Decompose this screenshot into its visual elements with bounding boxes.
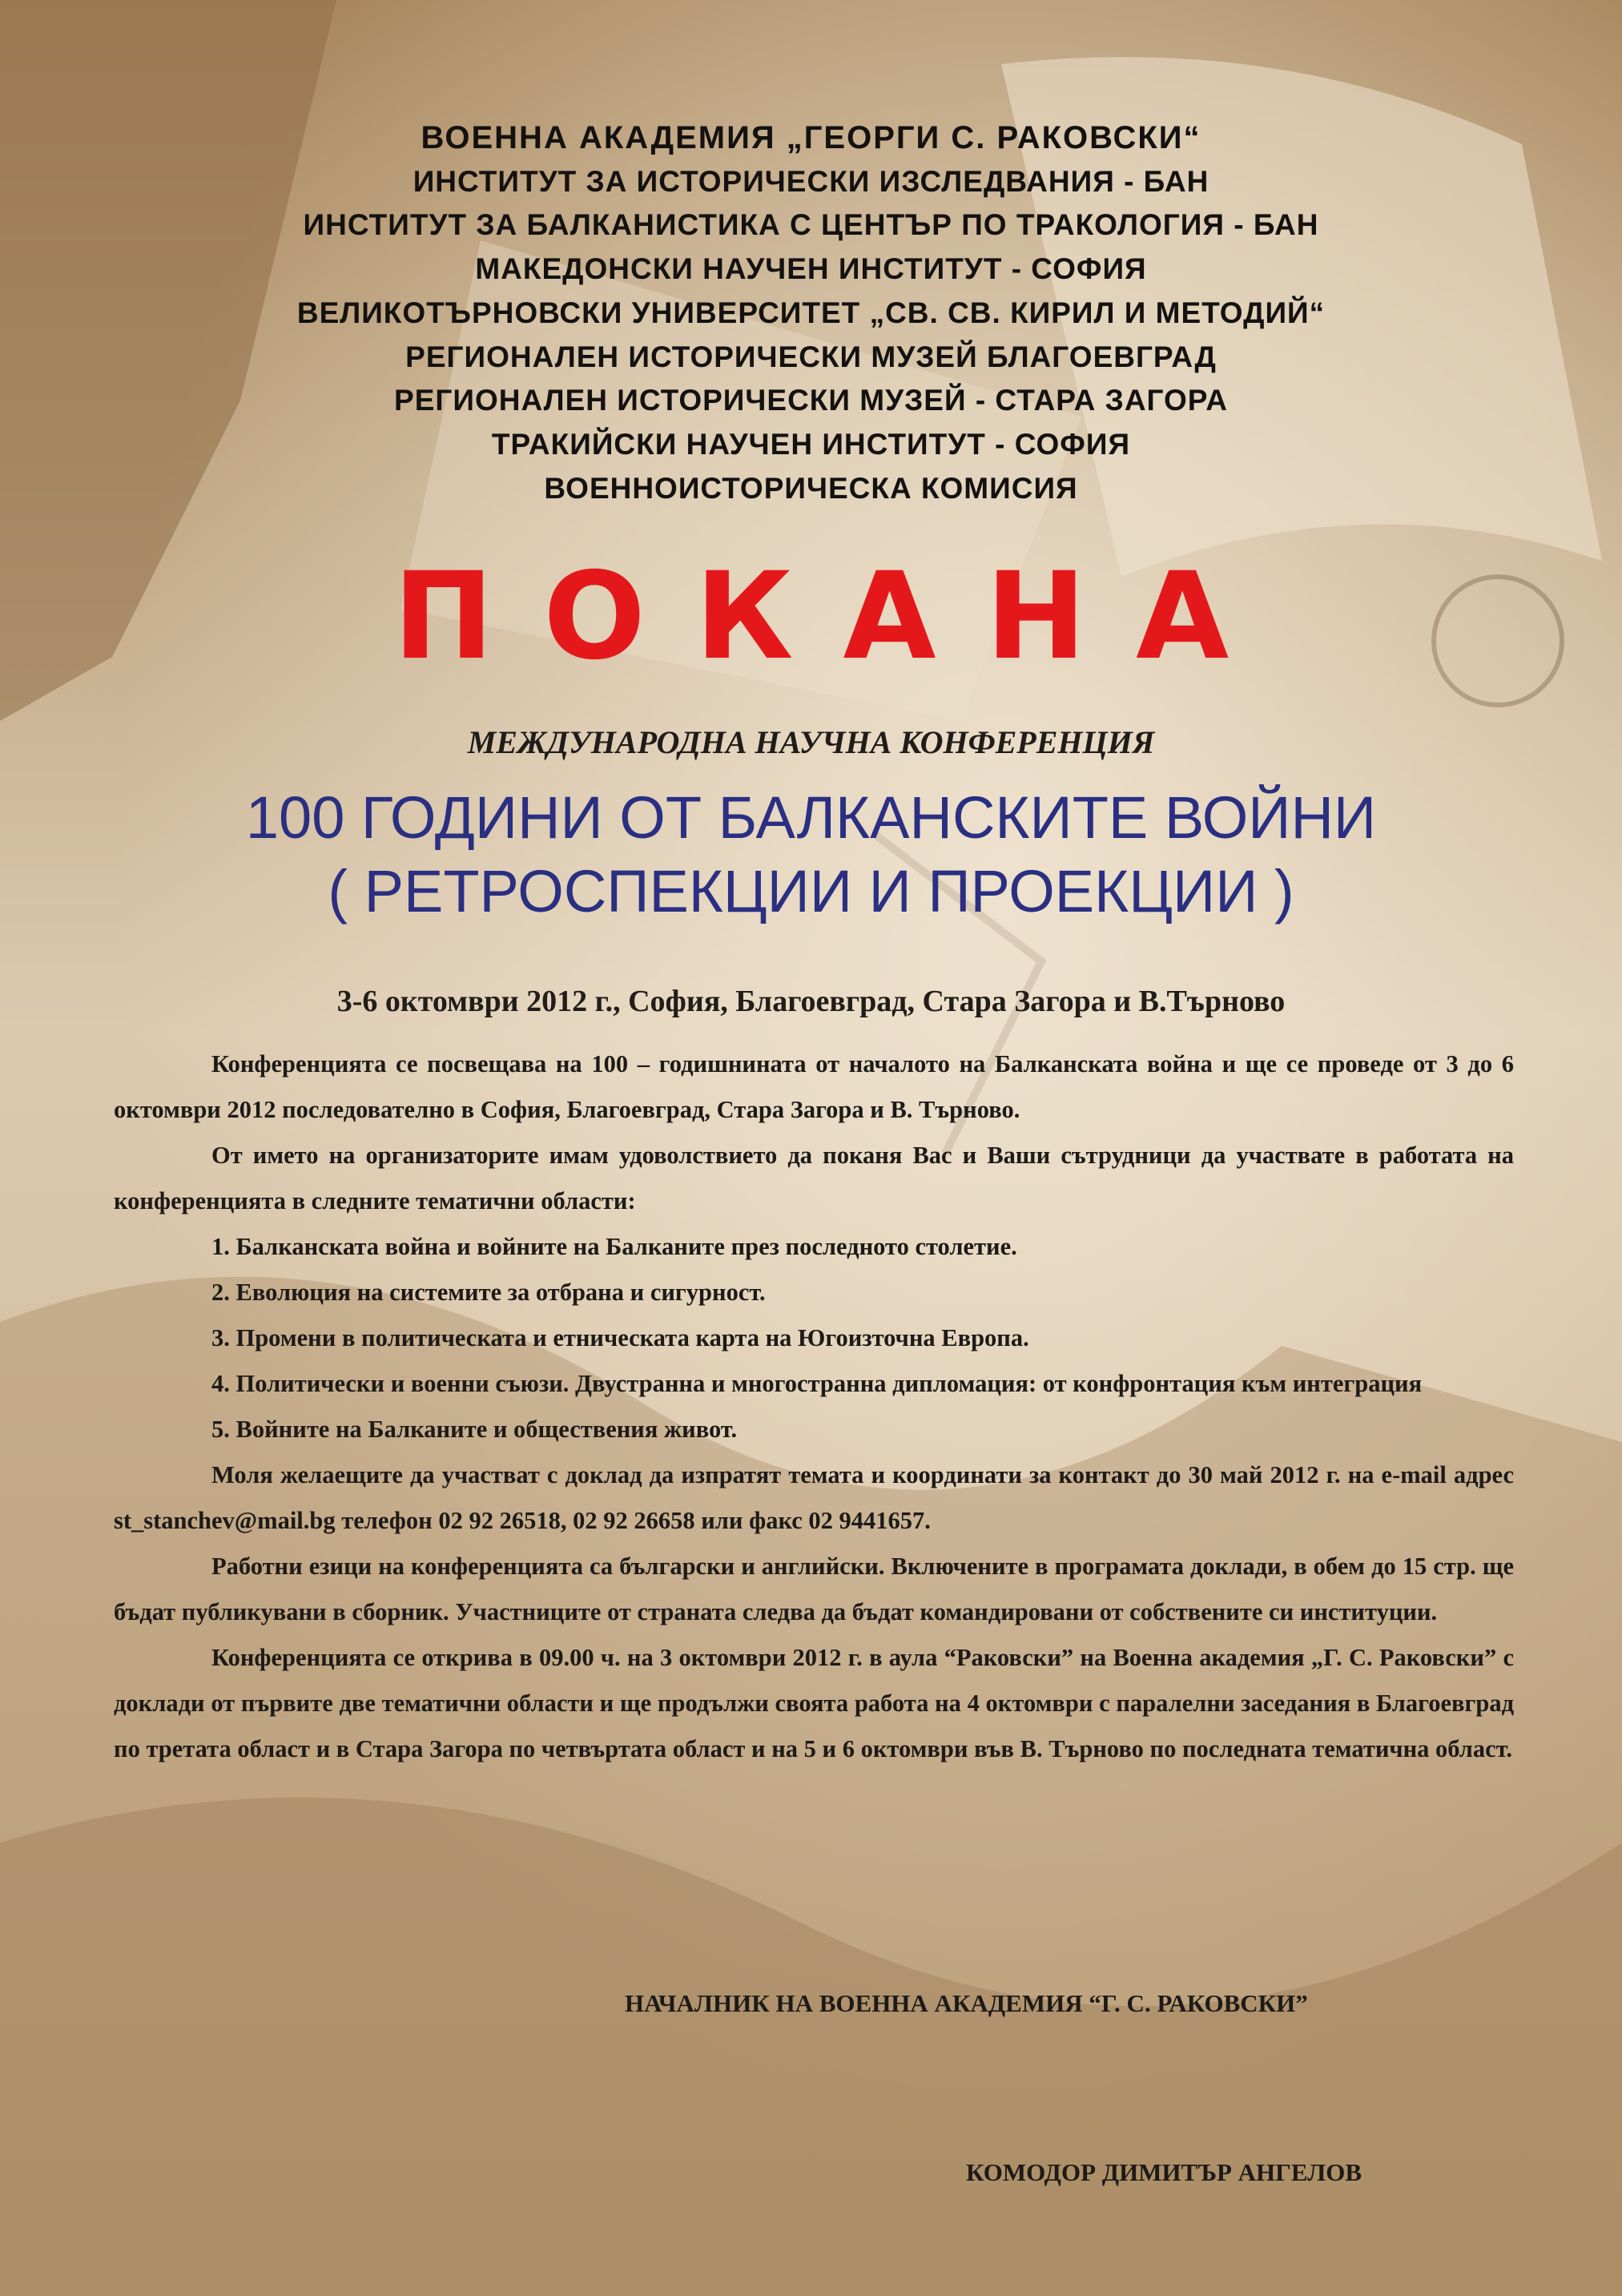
conference-type: МЕЖДУНАРОДНА НАУЧНА КОНФЕРЕНЦИЯ [467,724,1155,760]
organizer-item: ВЕЛИКОТЪРНОВСКИ УНИВЕРСИТЕТ „СВ. СВ. КИРИЛ И МЕТОДИЙ“ [296,296,1326,329]
conference-title-line: ( РЕТРОСПЕКЦИИ И ПРОЕКЦИИ ) [328,858,1294,924]
topic-item: 3. Промени в политическата и етническата карта на Югоизточна Европа. [211,1324,1029,1351]
signatory-name: КОМОДОР ДИМИТЪР АНГЕЛОВ [966,2158,1362,2186]
topic-item: 4. Политически и военни съюзи. Двустранна и многостранна дипломация: от конфронтация към интеграция [211,1370,1423,1397]
paragraph: Конференцията се посвещава на 100 – годишнината от началото на Балканската война и ще се проведе от 3 до 6 октомври 2012 последователно в София, Благоевград, Стара Загора и В. Търново. [114,1050,1514,1123]
paragraph: Работни езици на конференцията са български и английски. Включените в програмата доклади, в обем до 15 стр. ще бъдат публикувани в сборник. Участниците от страната следва да бъдат командировани от собствените си институции. [114,1553,1514,1625]
topic-item: 5. Войните на Балканите и обществения живот. [211,1416,738,1443]
conference-dates: 3-6 октомври 2012 г., София, Благоевград, Стара Загора и В.Търново [336,985,1286,1018]
topic-item: 2. Еволюция на системите за отбрана и сигурност. [211,1279,766,1306]
organizer-item: ИНСТИТУТ ЗА БАЛКАНИСТИКА С ЦЕНТЪР ПО ТРАКОЛОГИЯ - БАН [303,208,1319,242]
organizer-item: ИНСТИТУТ ЗА ИСТОРИЧЕСКИ ИЗСЛЕДВАНИЯ - БАН [413,164,1209,198]
organizer-item: РЕГИОНАЛЕН ИСТОРИЧЕСКИ МУЗЕЙ - СТАРА ЗАГОРА [394,384,1228,417]
conference-title [0,781,1622,928]
paragraph-contact: Моля желаещите да участват с доклад да изпратят темата и координати за контакт до 30 май 2012 г. на e-mail адрес st_stanchev@mail.bg телефон 02 92 26518, 02 92 26658 или факс 02 9441657. [114,1461,1514,1534]
organizer-item: ВОЕННОИСТОРИЧЕСКА КОМИСИЯ [544,471,1078,505]
conference-title-line: 100 ГОДИНИ ОТ БАЛКАНСКИТЕ ВОЙНИ [245,784,1377,851]
paragraph: От името на организаторите имам удоволствието да поканя Вас и Ваши сътрудници да участвате в работата на конференцията в следните тематични области: [114,1142,1514,1214]
invitation-title: ПОКАНА [392,547,1279,687]
topic-item: 1. Балканската война и войните на Балканите през последното столетие. [211,1233,1017,1260]
organizer-item: РЕГИОНАЛЕН ИСТОРИЧЕСКИ МУЗЕЙ БЛАГОЕВГРАД [405,340,1217,373]
organizer-item: МАКЕДОНСКИ НАУЧЕН ИНСТИТУТ - СОФИЯ [475,252,1147,286]
paragraph: Конференцията се открива в 09.00 ч. на 3 октомври 2012 г. в аула “Раковски” на Военна академия „Г. С. Раковски” с доклади от първите две тематични области и ще продължи своята работа на 4 октомври с паралелни заседания в Благоевград по третата област и в Стара Загора по четвъртата област и на 5 и 6 октомври във В. Търново по последната тематична област. [114,1644,1514,1762]
invitation-body [114,1041,1514,1772]
organizer-item: ВОЕННА АКАДЕМИЯ „ГЕОРГИ С. РАКОВСКИ“ [421,120,1201,155]
organizers-list [0,116,1622,510]
organizer-item: ТРАКИЙСКИ НАУЧЕН ИНСТИТУТ - СОФИЯ [491,427,1131,461]
signatory-title: НАЧАЛНИК НА ВОЕННА АКАДЕМИЯ “Г. С. РАКОВСКИ” [625,1989,1308,2017]
